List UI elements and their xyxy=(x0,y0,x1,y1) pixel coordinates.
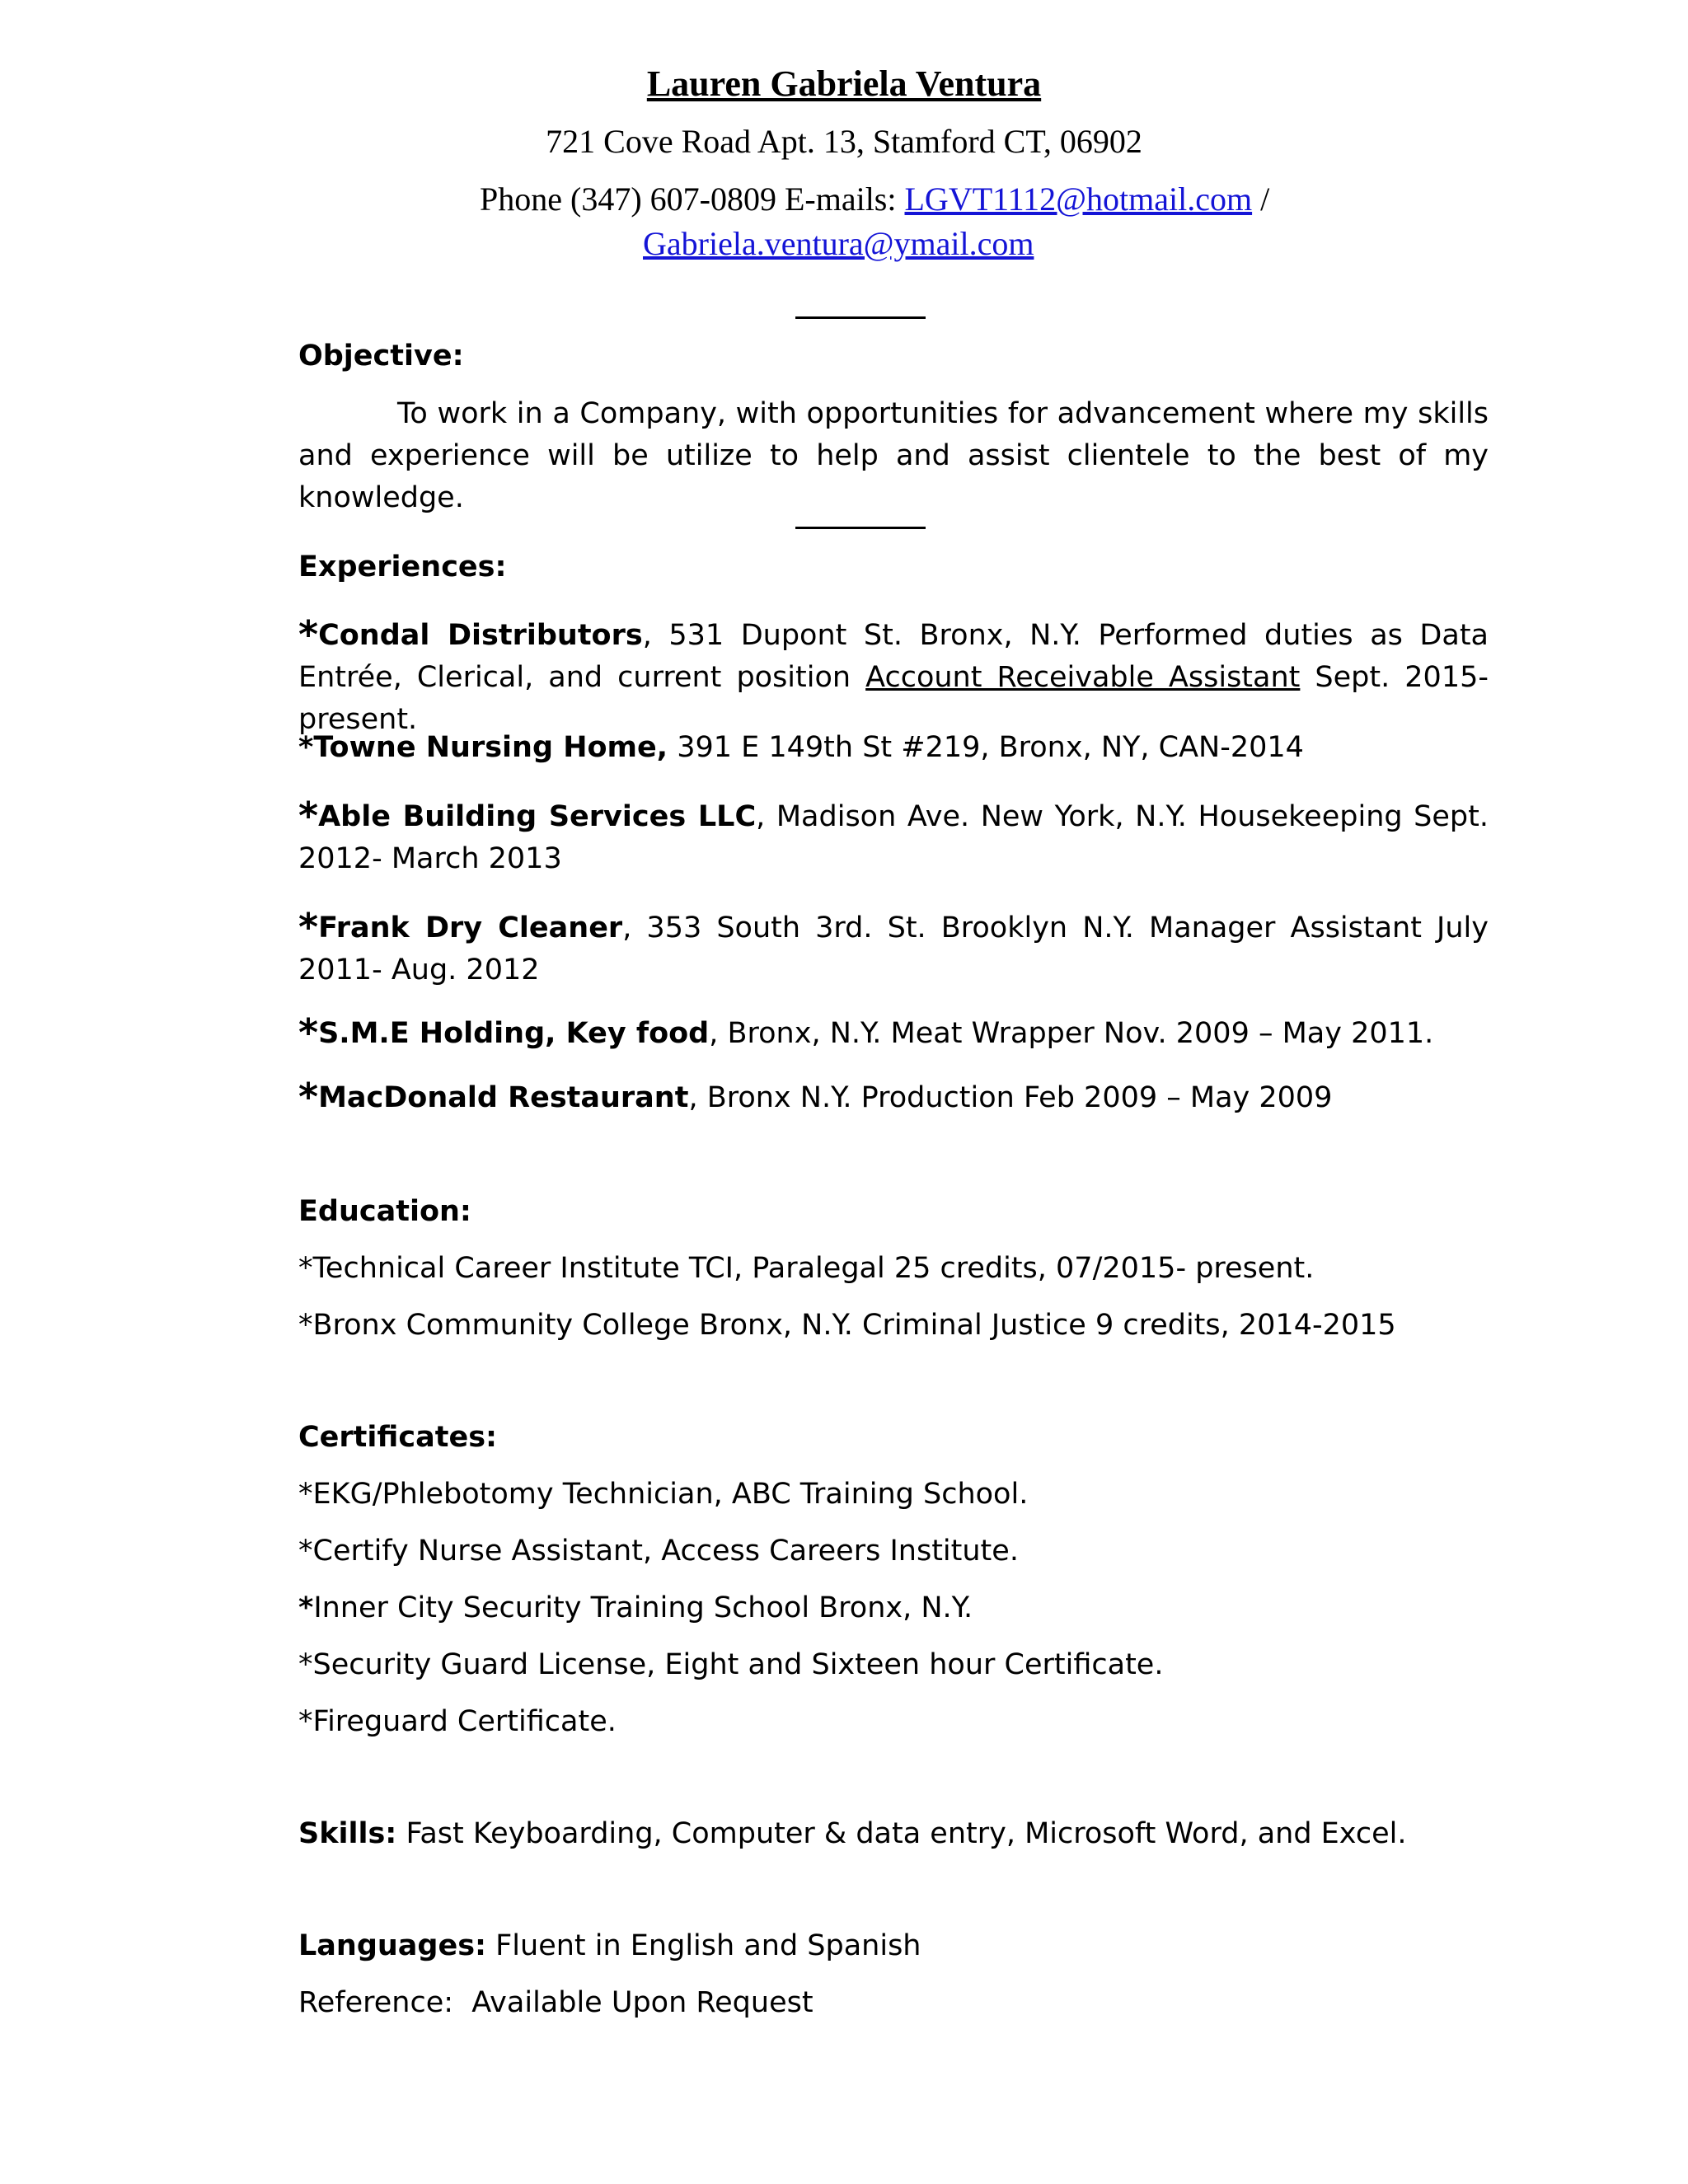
email-separator: / xyxy=(1252,180,1270,218)
languages-text: Fluent in English and Spanish xyxy=(486,1929,921,1962)
experiences-heading: Experiences: xyxy=(298,551,507,583)
bullet-star: * xyxy=(298,1591,314,1624)
company-name: Frank Dry Cleaner xyxy=(318,912,623,944)
experience-item xyxy=(298,1077,1489,1119)
certificate-item: *Certify Nurse Assistant, Access Careers Institute. xyxy=(298,1535,1019,1568)
divider-2 xyxy=(795,527,926,529)
experience-detail: , 353 South 3rd. St. Brooklyn N.Y. Manager Assistant July 2011- Aug. 2012 xyxy=(298,912,1489,987)
certificate-item: *Security Guard License, Eight and Sixteen hour Certificate. xyxy=(298,1648,1164,1681)
experience-detail: , 531 Dupont St. Bronx, N.Y. Performed duties as Data Entrée, Clerical, and current position xyxy=(298,619,1489,694)
company-name: MacDonald Restaurant xyxy=(318,1081,689,1114)
experience-item xyxy=(298,796,1489,880)
bullet-star: * xyxy=(298,1010,319,1055)
skills-label: Skills: xyxy=(298,1817,397,1850)
experience-item xyxy=(298,612,1489,741)
company-name: Able Building Services LLC xyxy=(318,800,757,833)
certificate-item: *Fireguard Certificate. xyxy=(298,1705,617,1738)
experience-item xyxy=(298,1010,1489,1055)
reference-line: Reference: Available Upon Request xyxy=(298,1986,814,2019)
email-link-ymail[interactable]: Gabriela.ventura@ymail.com xyxy=(643,225,1034,262)
objective-heading: Objective: xyxy=(298,340,464,373)
languages-label: Languages: xyxy=(298,1929,487,1962)
skills-line xyxy=(298,1817,1407,1850)
objective-text: To work in a Company, with opportunities for advancement where my skills and experience will be utilize to help and assist clientele to the best of my knowledge. xyxy=(298,397,1489,514)
company-name: Condal Distributors xyxy=(318,619,643,652)
contact-line-2 xyxy=(643,224,1034,263)
education-heading: Education: xyxy=(298,1195,471,1228)
experience-item xyxy=(298,727,1489,769)
company-name: S.M.E Holding, Key food xyxy=(318,1017,710,1050)
contact-line xyxy=(480,180,1269,218)
position-title: Account Receivable Assistant xyxy=(865,661,1301,694)
bullet-star: * xyxy=(298,612,319,657)
experience-dates: Sept. 2015- present. xyxy=(298,661,1489,736)
divider-1 xyxy=(795,316,926,319)
resume-name: Lauren Gabriela Ventura xyxy=(646,63,1042,104)
certificate-text: Inner City Security Training School Bronx, N.Y. xyxy=(313,1591,973,1624)
experience-detail: , Bronx, N.Y. Meat Wrapper Nov. 2009 – May 2011. xyxy=(709,1017,1434,1050)
bullet-star: * xyxy=(298,1075,319,1119)
certificates-heading: Certificates: xyxy=(298,1421,498,1454)
address: 721 Cove Road Apt. 13, Stamford CT, 06902 xyxy=(546,123,1142,160)
education-item: *Bronx Community College Bronx, N.Y. Criminal Justice 9 credits, 2014-2015 xyxy=(298,1309,1396,1342)
languages-line xyxy=(298,1929,921,1962)
bullet-star: * xyxy=(298,731,314,764)
email-link-hotmail[interactable]: LGVT1112@hotmail.com xyxy=(904,180,1253,218)
phone-label: Phone (347) 607-0809 E-mails: xyxy=(480,180,905,218)
experience-detail: , Bronx N.Y. Production Feb 2009 – May 2009 xyxy=(688,1081,1333,1114)
bullet-star: * xyxy=(298,794,319,838)
certificate-item xyxy=(298,1591,973,1624)
skills-text: Fast Keyboarding, Computer & data entry, Microsoft Word, and Excel. xyxy=(396,1817,1407,1850)
experience-detail: , Madison Ave. New York, N.Y. Housekeeping Sept. 2012- March 2013 xyxy=(298,800,1489,875)
experience-item xyxy=(298,907,1489,991)
company-name: Towne Nursing Home, xyxy=(313,731,668,764)
certificate-item: *EKG/Phlebotomy Technician, ABC Training School. xyxy=(298,1478,1029,1511)
bullet-star: * xyxy=(298,905,319,949)
education-item: *Technical Career Institute TCI, Paralegal 25 credits, 07/2015- present. xyxy=(298,1252,1315,1285)
experience-detail: 391 E 149th St #219, Bronx, NY, CAN-2014 xyxy=(668,731,1304,764)
